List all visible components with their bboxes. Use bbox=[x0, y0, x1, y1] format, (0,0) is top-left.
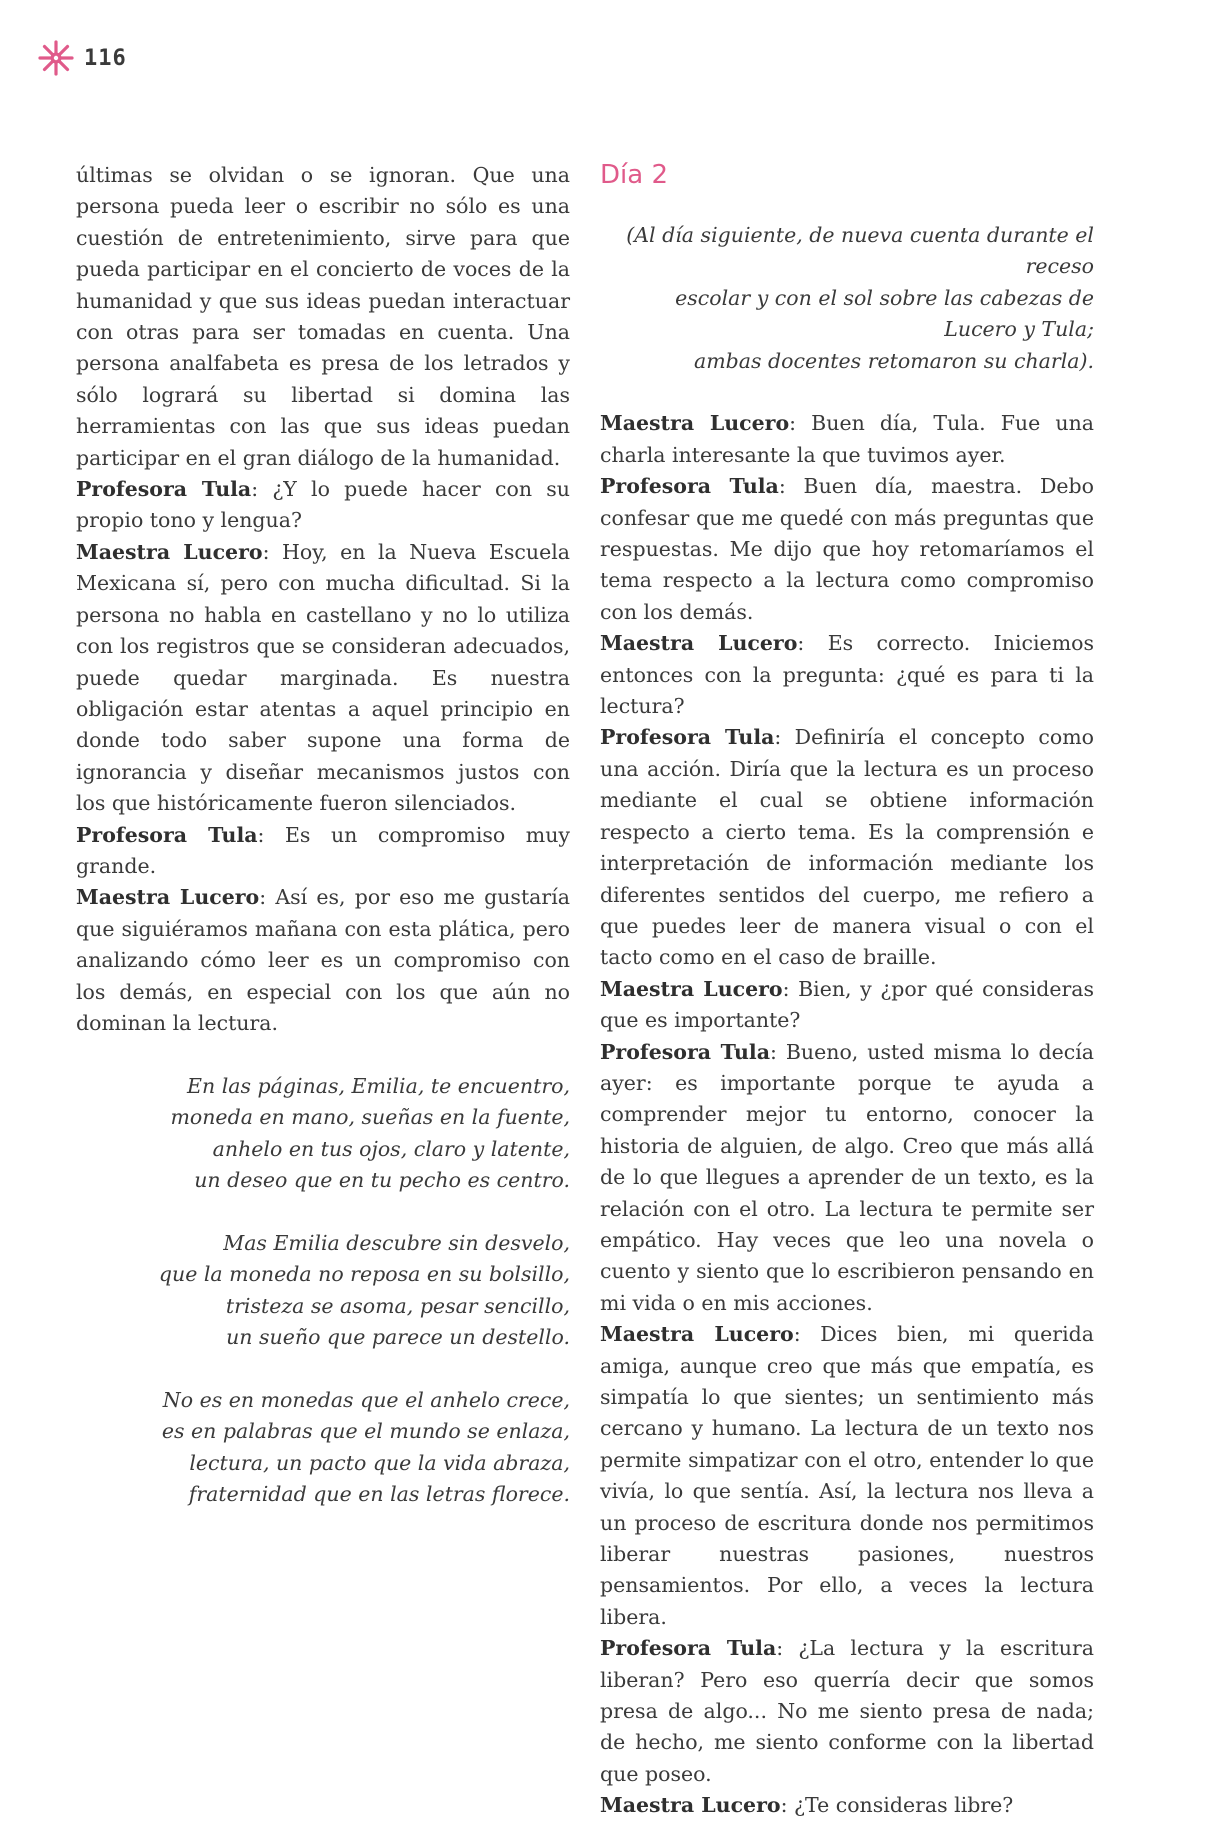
poem-line: moneda en mano, sueñas en la fuente, bbox=[170, 1105, 570, 1130]
right-column bbox=[600, 160, 1094, 1822]
dialogue-text: : Bueno, usted misma lo decía ayer: es importante porque te ayuda a comprender mejor tu entorno, conocer la historia de alguien, de algo. Creo que más allá de lo que llegues a aprender de un texto, es la relación con el otro. La lectura te permite ser empático. Hay veces que leo una novela o cuento y siento que lo escribieron pensando en mi vida o en mis acciones. bbox=[600, 1039, 1094, 1315]
poem-line: un deseo que en tu pecho es centro. bbox=[194, 1167, 570, 1192]
dialogue-text: : ¿Y lo puede hacer con su propio tono y lengua? bbox=[76, 477, 570, 533]
speaker-name: Profesora Tula bbox=[600, 725, 775, 750]
poem-line: anhelo en tus ojos, claro y latente, bbox=[212, 1136, 570, 1161]
speaker-name: Maestra Lucero bbox=[76, 885, 260, 910]
dialogue-line bbox=[600, 408, 1094, 471]
page-header bbox=[38, 40, 127, 76]
dialogue-line bbox=[600, 1790, 1094, 1821]
speaker-name: Profesora Tula bbox=[76, 822, 258, 847]
speaker-name: Profesora Tula bbox=[600, 1039, 770, 1064]
poem-line: En las páginas, Emilia, te encuentro, bbox=[187, 1073, 570, 1098]
stage-direction bbox=[600, 220, 1094, 377]
poem-line: que la moneda no reposa en su bolsillo, bbox=[158, 1262, 570, 1287]
poem-stanza bbox=[76, 1071, 570, 1197]
dialogue-text: : Dices bien, mi querida amiga, aunque creo que más que empatía, es simpatía lo que sientes; un sentimiento más cercano y humano. La lectura de un texto nos permite simpatizar con el otro, entender lo que vivía, lo que sentía. Así, la lectura nos lleva a un proceso de escritura donde nos permitimos liberar nuestras pasiones, nuestros pensamientos. Por ello, a veces la lectura libera. bbox=[600, 1322, 1094, 1629]
speaker-name: Profesora Tula bbox=[76, 477, 252, 502]
dialogue-line bbox=[600, 1319, 1094, 1633]
paragraph-text: últimas se olvidan o se ignoran. Que una persona pueda leer o escribir no sólo es una cuestión de entretenimiento, sirve para que pueda participar en el concierto de voces de la humanidad y que sus ideas puedan interactuar con otras para ser tomadas en cuenta. Una persona analfabeta es presa de los letrados y sólo logrará su libertad si domina las herramientas con las que sus ideas puedan participar en el gran diálogo de la humanidad. bbox=[76, 163, 570, 470]
paragraph bbox=[76, 160, 570, 474]
poem-line: es en palabras que el mundo se enlaza, bbox=[161, 1419, 570, 1444]
dialogue-line bbox=[600, 974, 1094, 1037]
speaker-name: Maestra Lucero bbox=[600, 976, 783, 1001]
poem-stanza bbox=[76, 1228, 570, 1354]
poem-line: lectura, un pacto que la vida abraza, bbox=[189, 1450, 570, 1475]
poem-line: un sueño que parece un destello. bbox=[226, 1325, 570, 1349]
speaker-name: Maestra Lucero bbox=[600, 631, 798, 656]
poem-line: No es en monedas que el anhelo crece, bbox=[162, 1387, 570, 1412]
stage-direction-line: ambas docentes retomaron su charla). bbox=[693, 348, 1094, 373]
dialogue-text: : Buen día, maestra. Debo confesar que me quedé con más preguntas que respuestas. Me dijo que hoy retomaríamos el tema respecto a la lectura como compromiso con los demás. bbox=[600, 474, 1094, 624]
speaker-name: Maestra Lucero bbox=[600, 1322, 794, 1347]
dialogue-line bbox=[76, 882, 570, 1039]
page-number: 116 bbox=[84, 45, 127, 71]
stage-direction-line: (Al día siguiente, de nueva cuenta durante el receso bbox=[626, 223, 1094, 279]
speaker-name: Profesora Tula bbox=[600, 474, 779, 499]
dialogue-text: : Definiría el concepto como una acción. Diría que la lectura es un proceso mediante el cual se obtiene información respecto a cierto tema. Es la comprensión e interpretación de información mediante los diferentes sentidos del cuerpo, me refiero a que puedes leer de manera visual o con el tacto como en el caso de braille. bbox=[600, 725, 1094, 970]
dialogue-line bbox=[600, 722, 1094, 973]
speaker-name: Maestra Lucero bbox=[600, 1793, 781, 1818]
dialogue-line bbox=[600, 1633, 1094, 1790]
dialogue-text: : ¿Te consideras libre? bbox=[780, 1793, 1014, 1818]
dialogue-text: : ¿La lectura y la escritura liberan? Pero eso querría decir que somos presa de algo... No me siento presa de nada; de hecho, me siento conforme con la libertad que poseo. bbox=[600, 1636, 1094, 1786]
speaker-name: Profesora Tula bbox=[600, 1636, 777, 1661]
dialogue-text: : Es correcto. Iniciemos entonces con la pregunta: ¿qué es para ti la lectura? bbox=[600, 631, 1094, 719]
poem-line: fraternidad que en las letras florece. bbox=[188, 1482, 570, 1507]
dialogue-text: : Buen día, Tula. Fue una charla interesante la que tuvimos ayer. bbox=[600, 411, 1094, 467]
dialogue-text: : Hoy, en la Nueva Escuela Mexicana sí, pero con mucha dificultad. Si la persona no habla en castellano y no lo utiliza con los registros que se consideran adecuados, puede quedar marginada. Es nuestra obligación estar atentas a aquel principio en donde todo saber supone una forma de ignorancia y diseñar mecanismos justos con los que históricamente fueron silenciados. bbox=[76, 539, 570, 816]
poem-stanza bbox=[76, 1385, 570, 1511]
star-ornament-icon bbox=[38, 40, 74, 76]
speaker-name: Maestra Lucero bbox=[600, 411, 790, 436]
speaker-name: Maestra Lucero bbox=[76, 539, 263, 564]
dialogue-text: : Es un compromiso muy grande. bbox=[76, 822, 570, 878]
poem-line: Mas Emilia descubre sin desvelo, bbox=[223, 1230, 570, 1255]
poem bbox=[76, 1071, 570, 1511]
dialogue-text: : Bien, y ¿por qué consideras que es importante? bbox=[600, 976, 1095, 1033]
left-column bbox=[76, 160, 570, 1542]
dialogue-line bbox=[600, 1037, 1094, 1320]
dialogue-line bbox=[76, 820, 570, 883]
dialogue-line bbox=[76, 537, 570, 820]
dialogue-line bbox=[600, 471, 1094, 628]
dialogue-line bbox=[76, 474, 570, 537]
dialogue-text: : Así es, por eso me gustaría que siguiéramos mañana con esta plática, pero analizando cómo leer es un compromiso con los demás, en especial con los que aún no dominan la lectura. bbox=[76, 885, 570, 1035]
stage-direction-line: escolar y con el sol sobre las cabezas de Lucero y Tula; bbox=[675, 285, 1094, 342]
dialogue-line bbox=[600, 628, 1094, 722]
day-title: Día 2 bbox=[600, 160, 668, 190]
poem-line: tristeza se asoma, pesar sencillo, bbox=[225, 1293, 570, 1318]
